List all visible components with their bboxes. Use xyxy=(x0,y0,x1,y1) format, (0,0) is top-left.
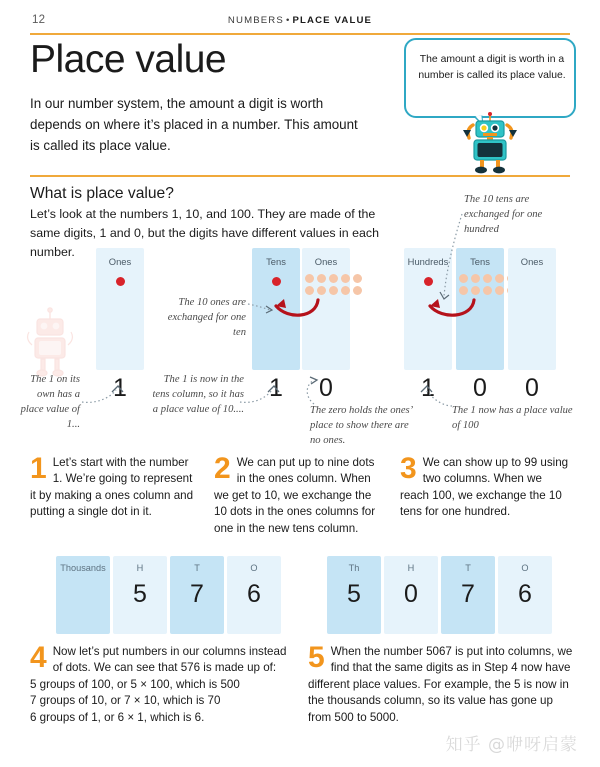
digit-g3-0: 1 xyxy=(421,374,435,402)
page-number: 12 xyxy=(32,14,46,26)
step-4-number: 4 xyxy=(30,641,47,674)
step-5-number: 5 xyxy=(308,641,325,674)
red-dot-g2 xyxy=(272,277,281,286)
table5-header-thousands: Th xyxy=(348,563,360,573)
note-g3-exchange: The 10 tens are exchanged for one hundred xyxy=(464,194,543,236)
peach-dot xyxy=(471,286,480,295)
table4-header-thousands: Thousands xyxy=(60,563,106,573)
column-label-ones-g2: Ones xyxy=(314,256,338,267)
robot-watermark-icon xyxy=(22,305,78,377)
step-4-line-2: 7 groups of 10, or 7 × 10, which is 70 xyxy=(30,694,221,708)
step-2-text: We can put up to nine dots in the ones column. When we get to 10, we exchange the 10 dots in the ones columns for one in the new tens column. xyxy=(214,456,376,535)
page-header xyxy=(0,14,600,32)
speech-bubble xyxy=(404,38,576,118)
table4-digit-hundreds: 5 xyxy=(133,580,147,608)
step-5 xyxy=(308,641,574,726)
note-g3-value: The 1 now has a place value of 100 xyxy=(452,405,573,432)
peach-dot-grid-g2 xyxy=(305,274,362,295)
section-body: Let’s look at the numbers 1, 10, and 100. They are made of the same digits, 1 and 0, but the digits have different values in each number. xyxy=(30,207,379,260)
table5-header-hundreds: H xyxy=(407,563,415,573)
step-5-lead: When the number 5067 is put into columns, we find that the same digits as in Step 4 now have different place values. For example, the 5 is now in the thousands column, so its value has gone up from 500 to 5000. xyxy=(308,645,573,724)
peach-dot xyxy=(495,286,504,295)
table5-cell-ones xyxy=(498,556,552,634)
table5-digit-hundreds: 0 xyxy=(404,580,418,608)
peach-dot xyxy=(459,274,468,283)
table5-digit-ones: 6 xyxy=(518,580,532,608)
red-dot-g1 xyxy=(116,277,125,286)
step-4-lead: Now let’s put numbers in our columns instead of dots. We can see that 576 is made up of: xyxy=(52,645,287,675)
section-divider xyxy=(30,175,570,177)
speech-bubble-text: The amount a digit is worth in a number is called its place value. xyxy=(418,54,566,81)
column-ones-g1 xyxy=(96,248,144,370)
table4-header-hundreds: H xyxy=(136,563,144,573)
peach-dot xyxy=(341,286,350,295)
table5-digit-tens: 7 xyxy=(461,580,475,608)
peach-dot xyxy=(341,274,350,283)
column-tens-g2 xyxy=(252,248,300,370)
column-tens-g3 xyxy=(456,248,504,370)
digit-g1-0: 1 xyxy=(113,374,127,402)
note-g1-value: The 1 on its own has a place value of 1... xyxy=(20,374,80,431)
running-head xyxy=(0,15,600,26)
step-1-number: 1 xyxy=(30,452,47,485)
peach-dot xyxy=(329,286,338,295)
peach-dot xyxy=(317,274,326,283)
table4-cell-ones xyxy=(227,556,281,634)
table4-cell-hundreds xyxy=(113,556,167,634)
peach-dot xyxy=(353,274,362,283)
table5-digit-thousands: 5 xyxy=(347,580,361,608)
peach-dot xyxy=(483,286,492,295)
step-3-text: We can show up to 99 using two columns. When we reach 100, we exchange the 10 tens for one hundred. xyxy=(400,456,569,519)
table4-header-tens: T xyxy=(194,563,200,573)
step-1 xyxy=(30,452,196,521)
peach-dot xyxy=(459,286,468,295)
step-3-number: 3 xyxy=(400,452,417,485)
column-label-hundreds-g3: Hundreds xyxy=(407,256,449,267)
intro-paragraph: In our number system, the amount a digit is worth depends on where it’s placed in a number. This amount is called its place value. xyxy=(30,96,358,154)
red-dot-g3 xyxy=(424,277,433,286)
step-2 xyxy=(214,452,384,537)
digit-g2-0: 1 xyxy=(269,374,283,402)
table4-cell-thousands xyxy=(56,556,110,634)
table5-header-tens: T xyxy=(465,563,471,573)
peach-dot xyxy=(317,286,326,295)
peach-dot xyxy=(305,274,314,283)
step-4 xyxy=(30,641,292,726)
table4-header-ones: O xyxy=(250,563,258,573)
peach-dot xyxy=(353,286,362,295)
running-head-section: NUMBERS xyxy=(227,15,284,26)
peach-dot xyxy=(329,274,338,283)
digit-g3-2: 0 xyxy=(525,374,539,402)
table5-header-ones: O xyxy=(521,563,529,573)
note-g2-zero: The zero holds the ones’ place to show there are no ones. xyxy=(310,405,413,447)
step-4-line-1: 5 groups of 100, or 5 × 100, which is 500 xyxy=(30,677,240,691)
note-g2-tens: The 1 is now in the tens column, so it has a place value of 10.... xyxy=(152,374,244,416)
table4-digit-ones: 6 xyxy=(247,580,261,608)
site-watermark: 知乎 @咿呀启蒙 xyxy=(445,735,578,755)
peach-dot xyxy=(483,274,492,283)
step-1-text: Let’s start with the number 1. We’re going to represent it by making a ones column and putting a single dot in it. xyxy=(30,456,194,519)
page-title: Place value xyxy=(30,38,227,81)
running-head-topic: PLACE VALUE xyxy=(292,15,373,26)
digit-g2-1: 0 xyxy=(319,374,333,402)
table5-cell-thousands xyxy=(327,556,381,634)
step-4-line-3: 6 groups of 1, or 6 × 1, which is 6. xyxy=(30,710,205,724)
section-heading: What is place value? xyxy=(30,185,174,202)
running-head-separator: • xyxy=(285,15,291,26)
column-ones-g2 xyxy=(302,248,350,370)
column-label-tens-g3: Tens xyxy=(470,256,490,267)
peach-dot xyxy=(471,274,480,283)
table5-cell-hundreds xyxy=(384,556,438,634)
table4-cell-tens xyxy=(170,556,224,634)
step-2-number: 2 xyxy=(214,452,231,485)
step-3 xyxy=(400,452,572,521)
table5-cell-tens xyxy=(441,556,495,634)
digit-g3-1: 0 xyxy=(473,374,487,402)
peach-dot xyxy=(495,274,504,283)
column-label-tens-g2: Tens xyxy=(266,256,286,267)
robot-mascot-icon xyxy=(455,112,525,174)
header-divider xyxy=(30,33,570,35)
table4-digit-tens: 7 xyxy=(190,580,204,608)
column-hundreds-g3 xyxy=(404,248,452,370)
column-label-ones-g3: Ones xyxy=(520,256,544,267)
peach-dot xyxy=(305,286,314,295)
column-label-ones-g1: Ones xyxy=(108,256,132,267)
note-g2-exchange: The 10 ones are exchanged for one ten xyxy=(167,297,246,339)
column-ones-g3 xyxy=(508,248,556,370)
